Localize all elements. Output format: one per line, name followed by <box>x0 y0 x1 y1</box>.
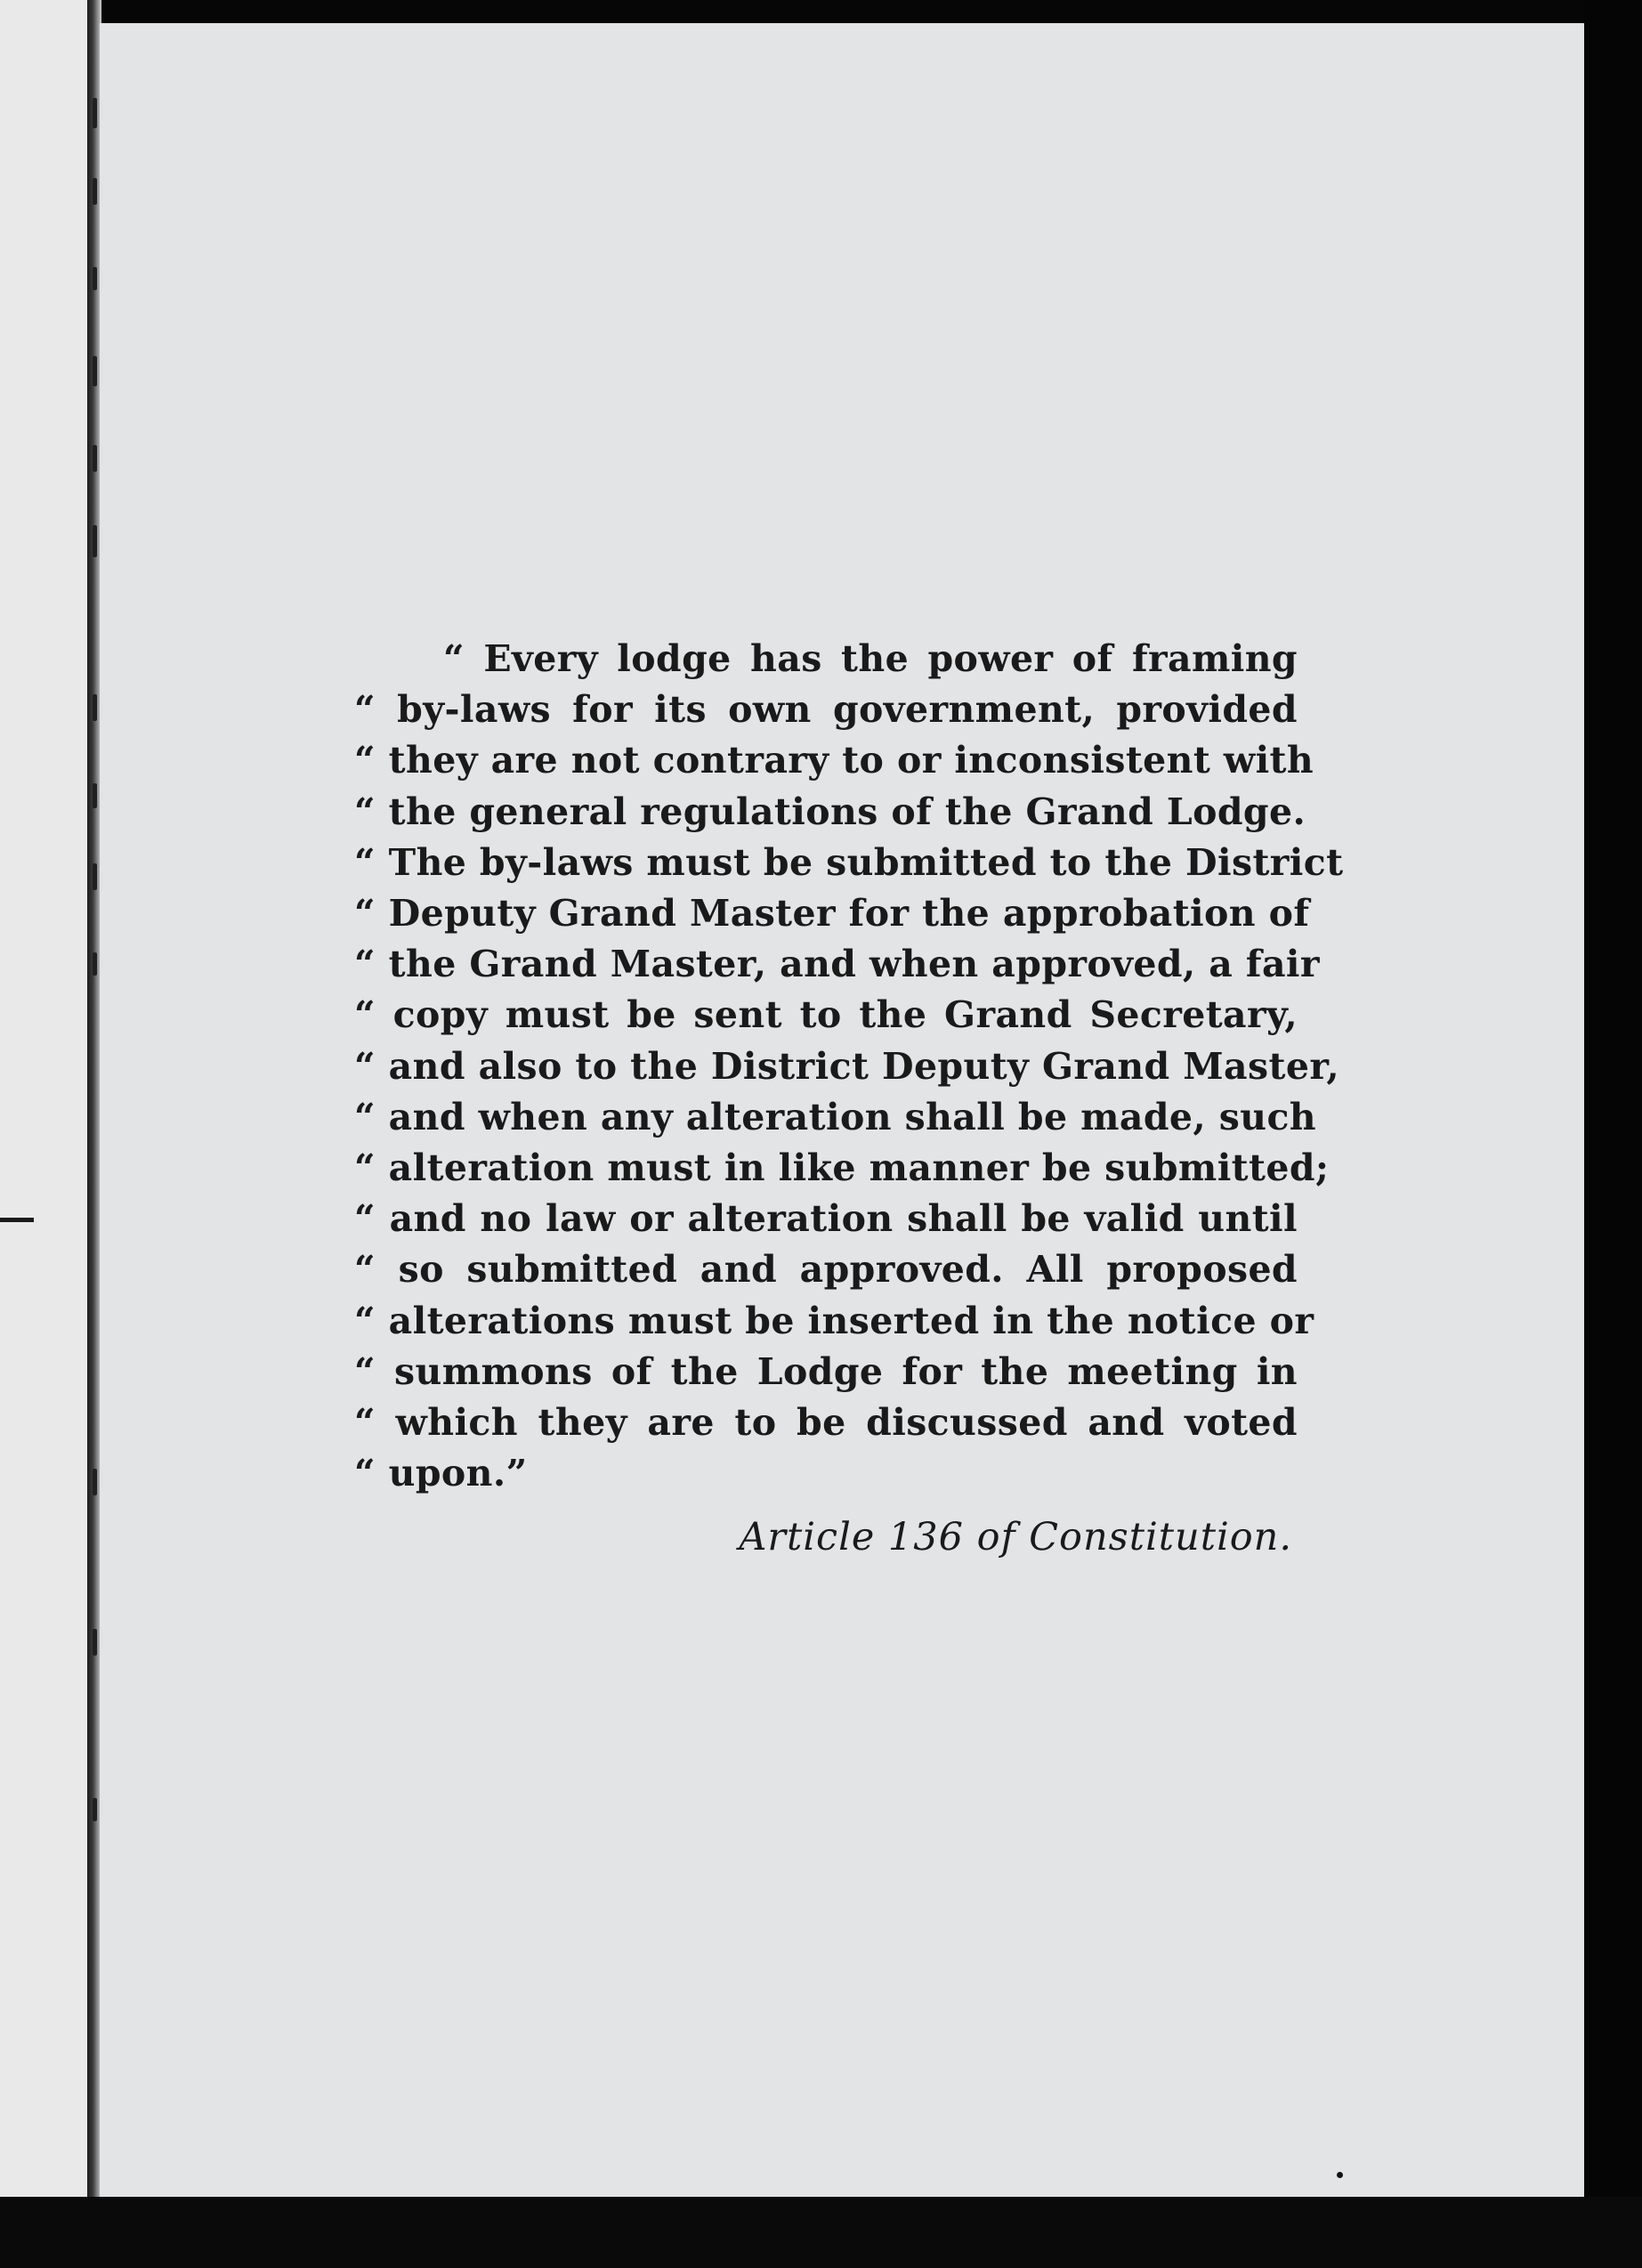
quote-line: “ so submitted and approved. All proposed <box>354 1248 1298 1292</box>
quote-line: “ The by-laws must be submitted to the District <box>354 840 1344 884</box>
binding-speck <box>93 178 97 205</box>
quote-line: “ Deputy Grand Master for the approbation of <box>354 892 1310 936</box>
binding-speck <box>93 356 97 386</box>
constitution-quote <box>354 634 1344 1499</box>
quote-line: “ the general regulations of the Grand Lodge. <box>354 790 1306 833</box>
binding-speck <box>93 525 97 557</box>
quote-line: “ the Grand Master, and when approved, a fair <box>354 943 1320 986</box>
quote-line: “ and also to the District Deputy Grand Master, <box>354 1044 1340 1088</box>
quote-line: “ upon.” <box>354 1452 528 1495</box>
page-bottom-border <box>0 2197 1642 2268</box>
quote-line: “ they are not contrary to or inconsistent with <box>354 739 1314 782</box>
binding-speck <box>93 1798 97 1821</box>
quote-line: “ by-laws for its own government, provided <box>354 688 1298 732</box>
binding-speck <box>93 267 97 290</box>
binding-speck <box>93 952 97 976</box>
binding-speck <box>93 445 97 472</box>
binding-speck <box>93 1469 97 1495</box>
page-right-border <box>1584 0 1642 2268</box>
quote-line: “ alterations must be inserted in the notice or <box>354 1299 1314 1342</box>
quote-line: “ which they are to be discussed and voted <box>354 1401 1298 1445</box>
binding-speck <box>93 694 97 721</box>
quote-attribution: Article 136 of Constitution. <box>739 1515 1292 1559</box>
binding-speck <box>93 863 97 890</box>
quote-line: “ copy must be sent to the Grand Secretary, <box>354 993 1298 1037</box>
quote-line: “ Every lodge has the power of framing <box>443 637 1298 680</box>
binding-gutter <box>0 0 89 2199</box>
margin-dash-mark <box>0 1218 34 1222</box>
quote-line: “ alteration must in like manner be submitted; <box>354 1146 1330 1190</box>
binding-speck <box>93 98 97 128</box>
binding-speck <box>93 783 97 808</box>
page-dot-mark <box>1337 2172 1343 2178</box>
binding-speck <box>93 1629 97 1656</box>
quote-line: “ summons of the Lodge for the meeting in <box>354 1349 1298 1393</box>
quote-line: “ and when any alteration shall be made, such <box>354 1095 1317 1138</box>
quote-line: “ and no law or alteration shall be valid until <box>354 1197 1298 1241</box>
